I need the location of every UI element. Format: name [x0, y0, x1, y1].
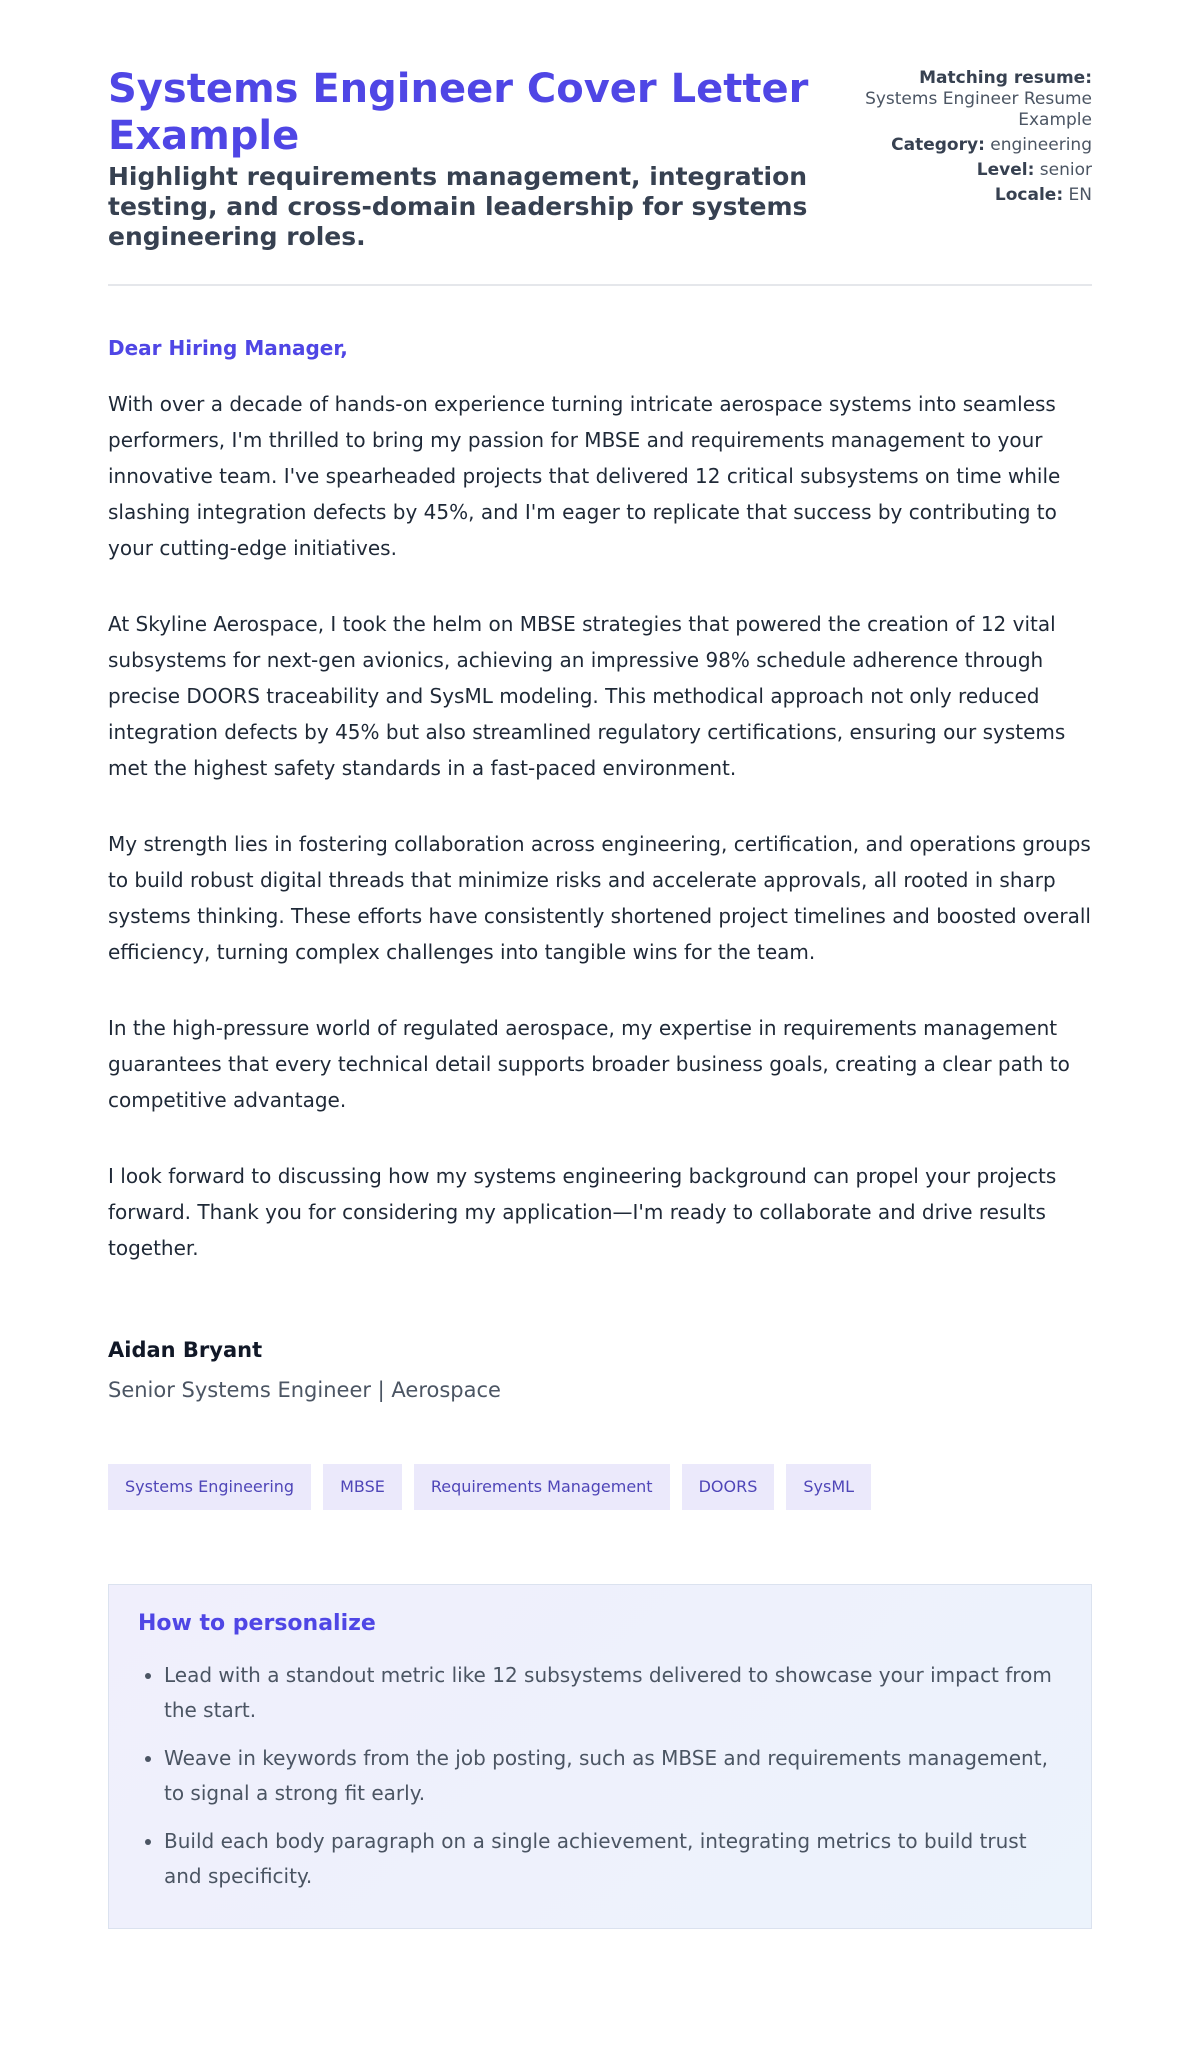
tips-title: How to personalize	[138, 1611, 376, 1636]
meta-category	[836, 135, 1092, 156]
letter-paragraph: At Skyline Aerospace, I took the helm on MBSE strategies that powered the creation of 12 vital subsystems for next-gen avionics, achieving an impressive 98% schedule adherence through precise DOORS traceability and SysML modeling. This methodical approach not only reduced integration defects by 45% but also streamlined regulatory certifications, ensuring our systems met the highest safety standards in a fast-paced environment.	[108, 612, 1066, 780]
tip-item: • Lead with a standout metric like 12 subsystems delivered to showcase your impact from the start.	[164, 1658, 1062, 1728]
personalize-tips-box	[108, 1584, 1092, 1929]
tag-sysml: SysML	[786, 1464, 871, 1510]
tag-mbse: MBSE	[323, 1464, 402, 1510]
tip-item: • Weave in keywords from the job posting, such as MBSE and requirements management, to signal a strong fit early.	[164, 1741, 1062, 1811]
letter-body	[108, 336, 1092, 1402]
meta-category-label: Category:	[891, 135, 985, 155]
tip-item: • Build each body paragraph on a single achievement, integrating metrics to build trust and specificity.	[164, 1824, 1062, 1894]
letter-paragraph: My strength lies in fostering collaboration across engineering, certification, and operations groups to build robust digital threads that minimize risks and accelerate approvals, all rooted in sharp systems thinking. These efforts have consistently shortened project timelines and boosted overall efficiency, turning complex challenges into tangible wins for the team.	[108, 832, 1091, 964]
page-header	[108, 66, 1092, 286]
letter-paragraph: I look forward to discussing how my systems engineering background can propel your projects forward. Thank you for considering my application—I'm ready to collaborate and drive results together.	[108, 1164, 1057, 1260]
header-titles	[108, 66, 836, 252]
meta-matching-resume-value[interactable]: Systems Engineer Resume Example	[865, 89, 1092, 130]
tag-list	[108, 1464, 1092, 1510]
signature-name: Aidan Bryant	[108, 1338, 263, 1362]
meta-level-value: senior	[1039, 160, 1092, 180]
meta-locale-label: Locale:	[994, 185, 1064, 205]
meta-locale	[836, 185, 1092, 206]
letter-paragraph: With over a decade of hands-on experience turning intricate aerospace systems into seamless performers, I'm thrilled to bring my passion for MBSE and requirements management to your innovative team. I've spearheaded projects that delivered 12 critical subsystems on time while slashing integration defects by 45%, and I'm eager to replicate that success by contributing to your cutting-edge initiatives.	[108, 392, 1061, 560]
tag-requirements-management: Requirements Management	[414, 1464, 670, 1510]
meta-matching-resume-label: Matching resume:	[919, 68, 1092, 88]
letter-paragraph: In the high-pressure world of regulated aerospace, my expertise in requirements management guarantees that every technical detail supports broader business goals, creating a clear path to competitive advantage.	[108, 1016, 1070, 1112]
tips-list	[138, 1658, 1062, 1894]
page-subtitle: Highlight requirements management, integration testing, and cross-domain leadership for systems engineering roles.	[108, 162, 808, 251]
tag-doors: DOORS	[682, 1464, 775, 1510]
signature-title: Senior Systems Engineer | Aerospace	[108, 1378, 501, 1402]
tag-systems-engineering: Systems Engineering	[108, 1464, 311, 1510]
meta-matching-resume	[836, 68, 1092, 131]
meta-locale-value: EN	[1068, 185, 1092, 205]
meta-level-label: Level:	[976, 160, 1035, 180]
letter-greeting: Dear Hiring Manager,	[108, 336, 348, 360]
meta-category-value: engineering	[990, 135, 1092, 155]
meta-level	[836, 160, 1092, 181]
meta-panel	[836, 66, 1092, 210]
page-title: Systems Engineer Cover Letter Example	[108, 66, 809, 159]
